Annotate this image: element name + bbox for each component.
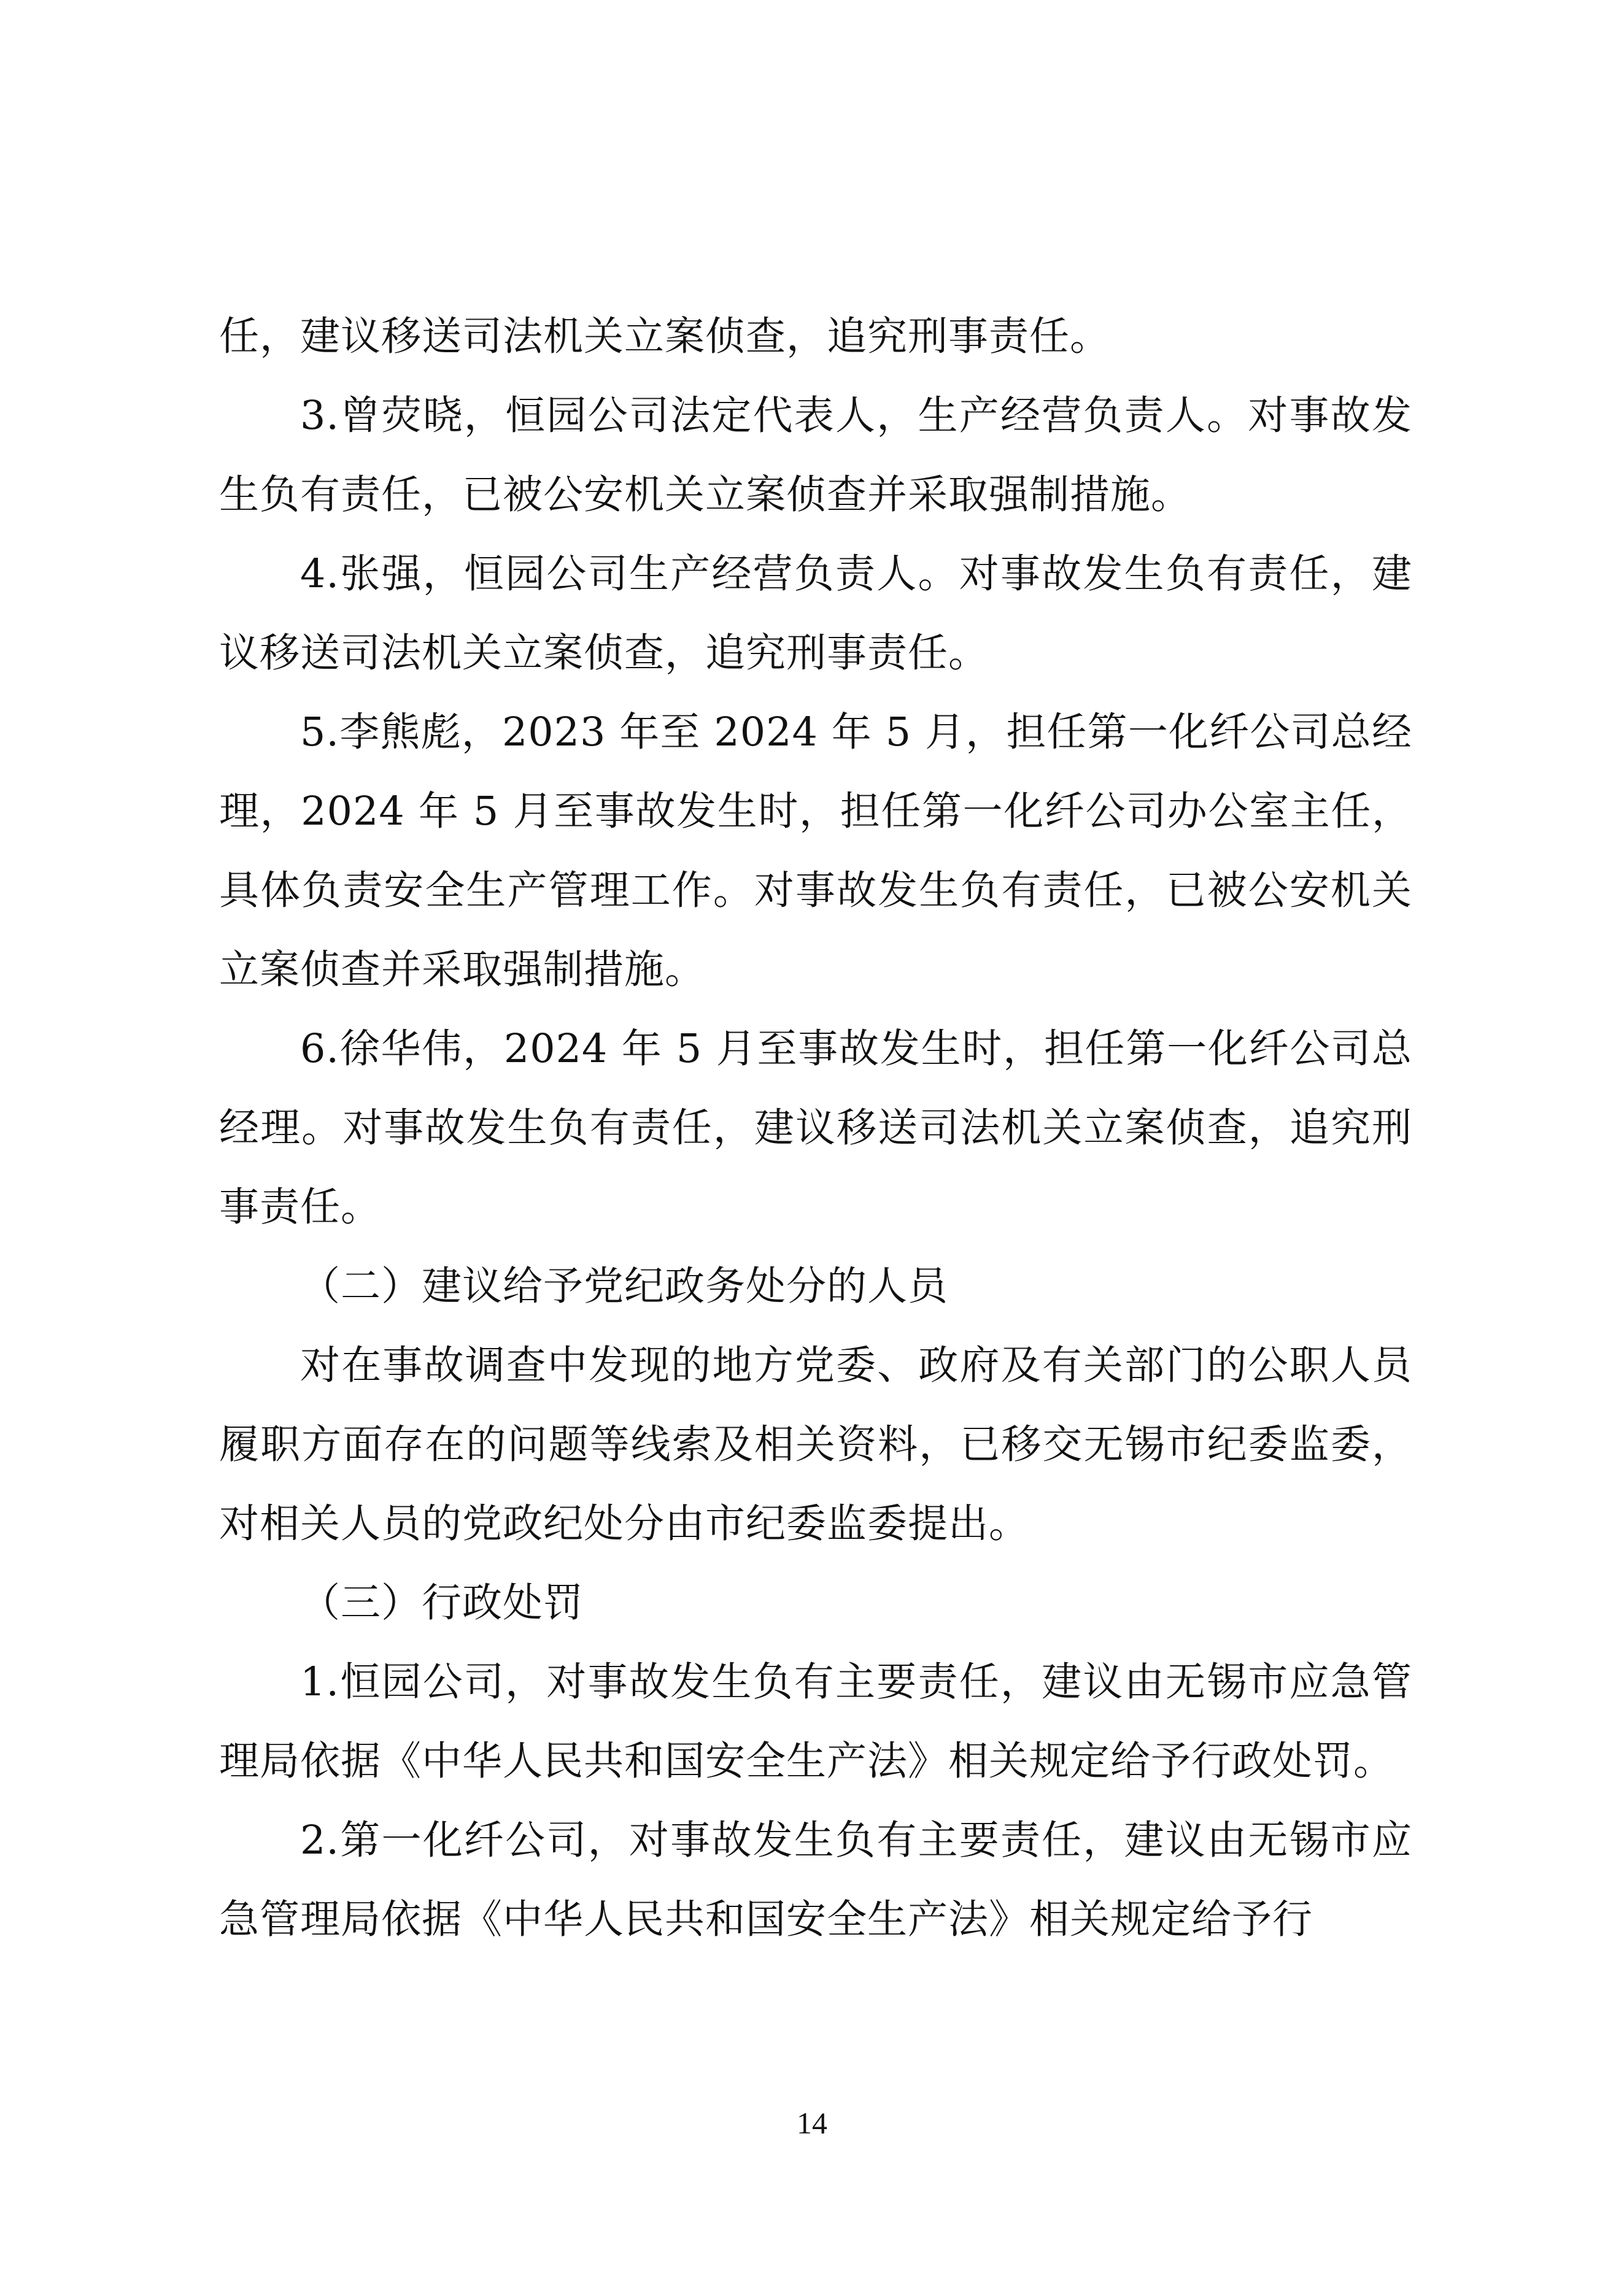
paragraph-item-6: 6.徐华伟，2024 年 5 月至事故发生时，担任第一化纤公司总经理。对事故发生负有责任，建议移送司法机关立案侦查，追究刑事责任。: [219, 1026, 1412, 1230]
paragraph-penalty-2: 2.第一化纤公司，对事故发生负有主要责任，建议由无锡市应急管理局依据《中华人民共和国安全生产法》相关规定给予行: [219, 1817, 1412, 1943]
paragraph-disciplinary: 对在事故调查中发现的地方党委、政府及有关部门的公职人员履职方面存在的问题等线索及相关资料，已移交无锡市纪委监委，对相关人员的党政纪处分由市纪委监委提出。: [219, 1343, 1412, 1547]
paragraph-continuation: 任，建议移送司法机关立案侦查，追究刑事责任。: [219, 314, 1111, 360]
section-heading-disciplinary: （二）建议给予党纪政务处分的人员: [300, 1263, 949, 1309]
page-number: 14: [797, 2106, 827, 2140]
paragraph-item-4: 4.张强，恒园公司生产经营负责人。对事故发生负有责任，建议移送司法机关立案侦查，追究刑事责任。: [219, 551, 1412, 676]
paragraph-item-3: 3.曾荧晓，恒园公司法定代表人，生产经营负责人。对事故发生负有责任，已被公安机关立案侦查并采取强制措施。: [219, 393, 1412, 518]
section-heading-administrative-penalty: （三）行政处罚: [300, 1580, 584, 1626]
paragraph-penalty-1: 1.恒园公司，对事故发生负有主要责任，建议由无锡市应急管理局依据《中华人民共和国安全生产法》相关规定给予行政处罚。: [219, 1659, 1412, 1784]
body-text: [219, 297, 1412, 1959]
paragraph-item-5: 5.李熊彪，2023 年至 2024 年 5 月，担任第一化纤公司总经理，2024 年 5 月至事故发生时，担任第一化纤公司办公室主任，具体负责安全生产管理工作。对事故发生负有责任，已被公安机关立案侦查并采取强制措施。: [219, 709, 1412, 993]
